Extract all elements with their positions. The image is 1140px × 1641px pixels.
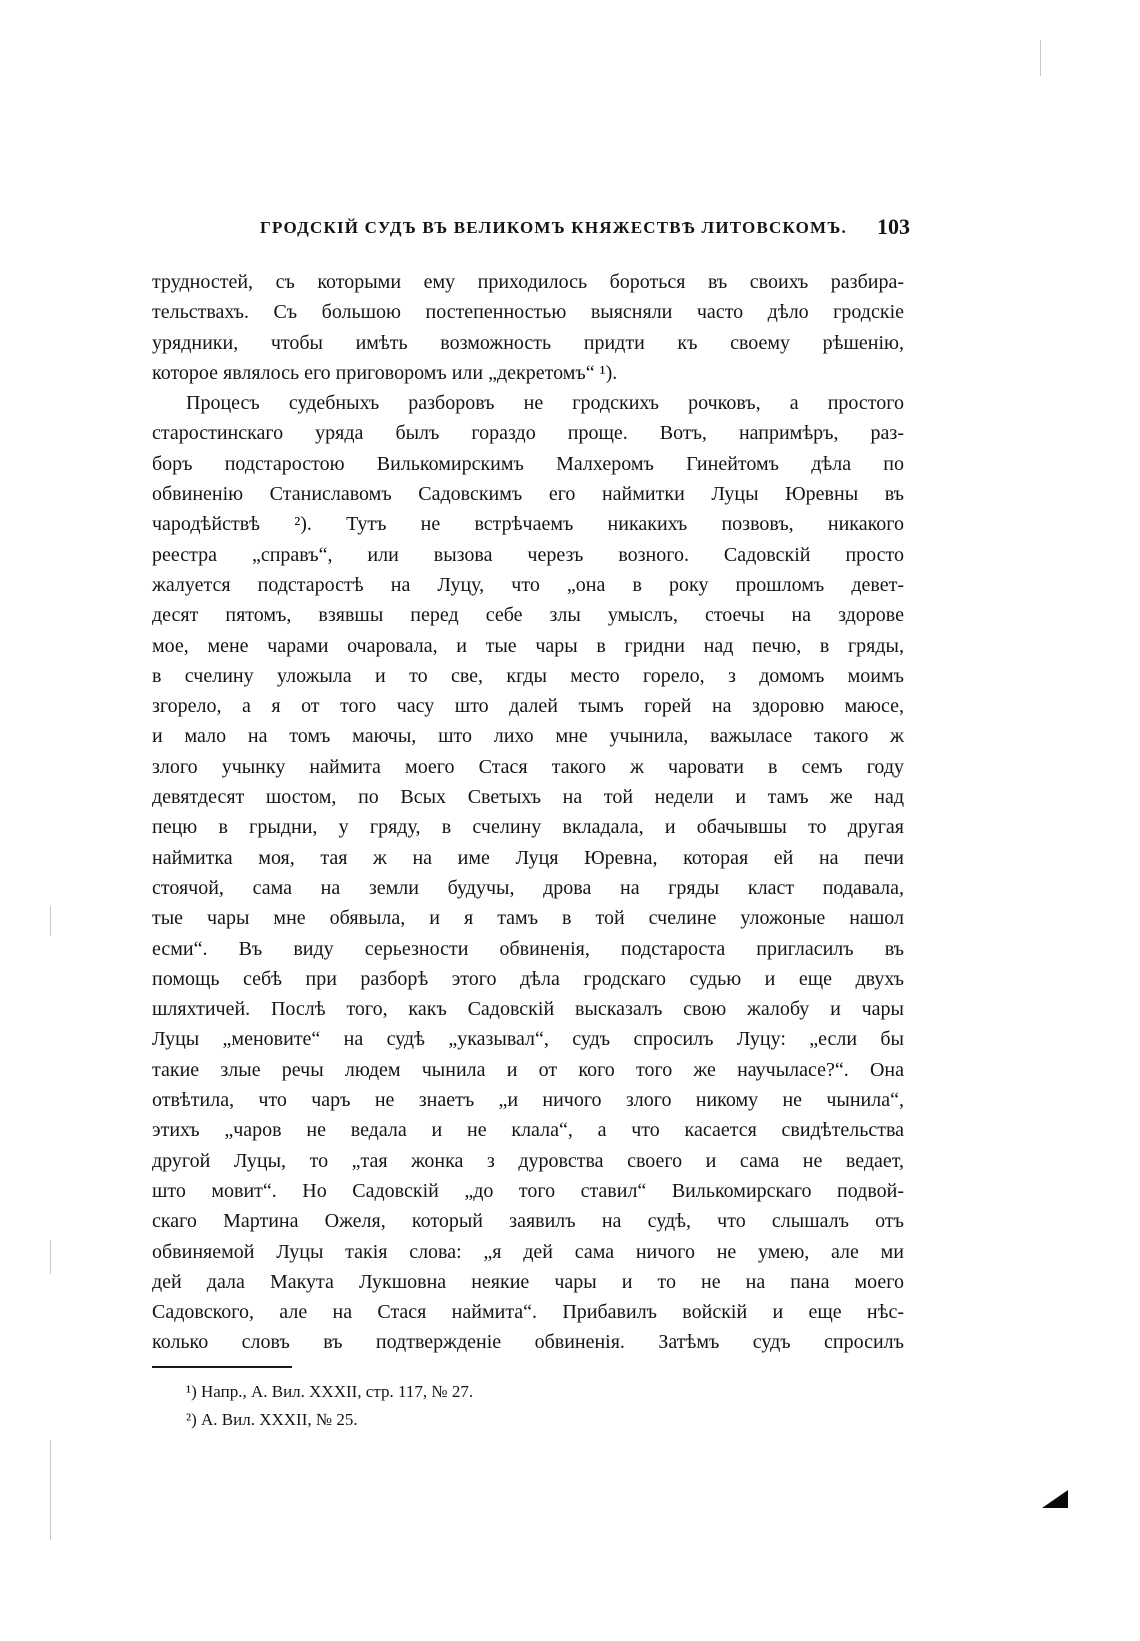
text-line: реестра „справъ“, или вызова черезъ возного. Садовскій просто [152, 543, 904, 566]
text-line: которое являлось его приговоромъ или „декретомъ“ ¹). [152, 361, 618, 384]
text-line: шляхтичей. Послѣ того, какъ Садовскій высказалъ свою жалобу и чары [152, 998, 904, 1021]
corner-ink-mark [1042, 1490, 1068, 1508]
running-head: ГРОДСКІЙ СУДЪ ВЪ ВЕЛИКОМЪ КНЯЖЕСТВѢ ЛИТОВСКОМЪ. [260, 218, 847, 237]
text-line: мое, мене чарами очаровала, и тые чары в гридни над печю, в гряды, [152, 634, 904, 657]
text-line: чародѣйствѣ ²). Тутъ не встрѣчаемъ никакихъ позвовъ, никакого [152, 513, 904, 536]
text-line: колько словъ въ подтвержденіе обвиненія. Затѣмъ судъ спросилъ [152, 1331, 904, 1354]
text-line: злого учынку наймита моего Стася такого ж чаровати в семъ году [152, 755, 904, 778]
text-line: Садовского, але на Стася наймита“. Прибавилъ войскій и еще нѣс- [152, 1301, 904, 1324]
footnotes [186, 1378, 686, 1434]
text-line: тельствахъ. Съ большою постепенностью выясняли часто дѣло гродскіе [152, 301, 904, 324]
page-number: 103 [877, 214, 910, 239]
footnote-divider [152, 1366, 292, 1368]
text-line: в счелину уложыла и то све, кгды место горело, з домомъ моимъ [152, 664, 904, 687]
text-line: трудностей, съ которыми ему приходилось бороться въ своихъ разбира- [152, 271, 904, 293]
text-line: згорело, а я от того часу што далей тымъ горей на здоровю маюсе, [152, 695, 904, 718]
body-text [152, 267, 904, 1358]
text-line: и мало на томъ маючы, што лихо мне учынила, важыласе такого ж [152, 725, 904, 748]
text-line: дей дала Макута Лукшовна неякие чары и то не на пана моего [152, 1270, 904, 1293]
text-line: десят пятомъ, взявшы перед себе злы умыслъ, стоечы на здорове [152, 604, 904, 627]
text-line: помощь себѣ при разборѣ этого дѣла гродскаго судью и еще двухъ [152, 967, 904, 990]
text-line: скаго Мартина Ожеля, который заявилъ на судѣ, что слышалъ отъ [152, 1210, 904, 1233]
text-line: другой Луцы, то „тая жонка з дуровства своего и сама не ведает, [152, 1149, 904, 1172]
text-line: старостинскаго уряда былъ гораздо проще. Вотъ, напримѣръ, раз- [152, 422, 904, 445]
footnote: ¹) Напр., А. Вил. XXXII, стр. 117, № 27. [186, 1382, 474, 1401]
page-edge-mark [1040, 40, 1041, 76]
text-line: такие злые речы людем чынила и от кого того же научыласе?“. Она [152, 1058, 904, 1081]
text-line: боръ подстаростою Вилькомирскимъ Малхеромъ Гинейтомъ дѣла по [152, 452, 904, 475]
text-line: обвиненію Станиславомъ Садовскимъ его наймитки Луцы Юревны въ [152, 483, 904, 506]
text-line: тые чары мне обявыла, и я тамъ в той счелине уложоные нашол [152, 907, 904, 930]
page-edge-mark [50, 906, 51, 936]
text-line: пецю в грыдни, у гряду, в счелину вкладала, и обачывшы то другая [152, 816, 904, 839]
text-line: Процесъ судебныхъ разборовъ не гродскихъ рочковъ, а простого [186, 392, 904, 415]
text-line: урядники, чтобы имѣть возможность придти къ своему рѣшенію, [152, 331, 904, 354]
page-header [150, 214, 910, 244]
text-line: отвѣтила, что чаръ не знаетъ „и ничого злого никому не чынила“, [152, 1089, 904, 1112]
text-line: жалуется подстаростѣ на Луцу, что „она в року прошломъ девет- [152, 573, 904, 596]
text-line: наймитка моя, тая ж на име Луця Юревна, которая ей на печи [152, 846, 904, 869]
text-line: обвиняемой Луцы такія слова: „я дей сама ничого не умею, але ми [152, 1240, 904, 1263]
footnote: ²) А. Вил. XXXII, № 25. [186, 1410, 358, 1429]
text-line: этихъ „чаров не ведала и не клала“, а что касается свидѣтельства [152, 1119, 904, 1142]
text-line: есми“. Въ виду серьезности обвиненія, подстароста пригласилъ въ [152, 937, 904, 960]
page-edge-mark [50, 1440, 51, 1540]
text-line: стоячой, сама на земли будучы, дрова на гряды класт подавала, [152, 876, 904, 899]
text-line: што мовит“. Но Садовскій „до того ставил“ Вилькомирскаго подвой- [152, 1179, 904, 1202]
text-line: Луцы „меновите“ на судѣ „указывал“, судъ спросилъ Луцу: „если бы [152, 1028, 904, 1051]
page-edge-mark [50, 1240, 51, 1274]
text-line: девятдесят шостом, по Всых Светыхъ на той недели и тамъ же над [152, 786, 904, 809]
